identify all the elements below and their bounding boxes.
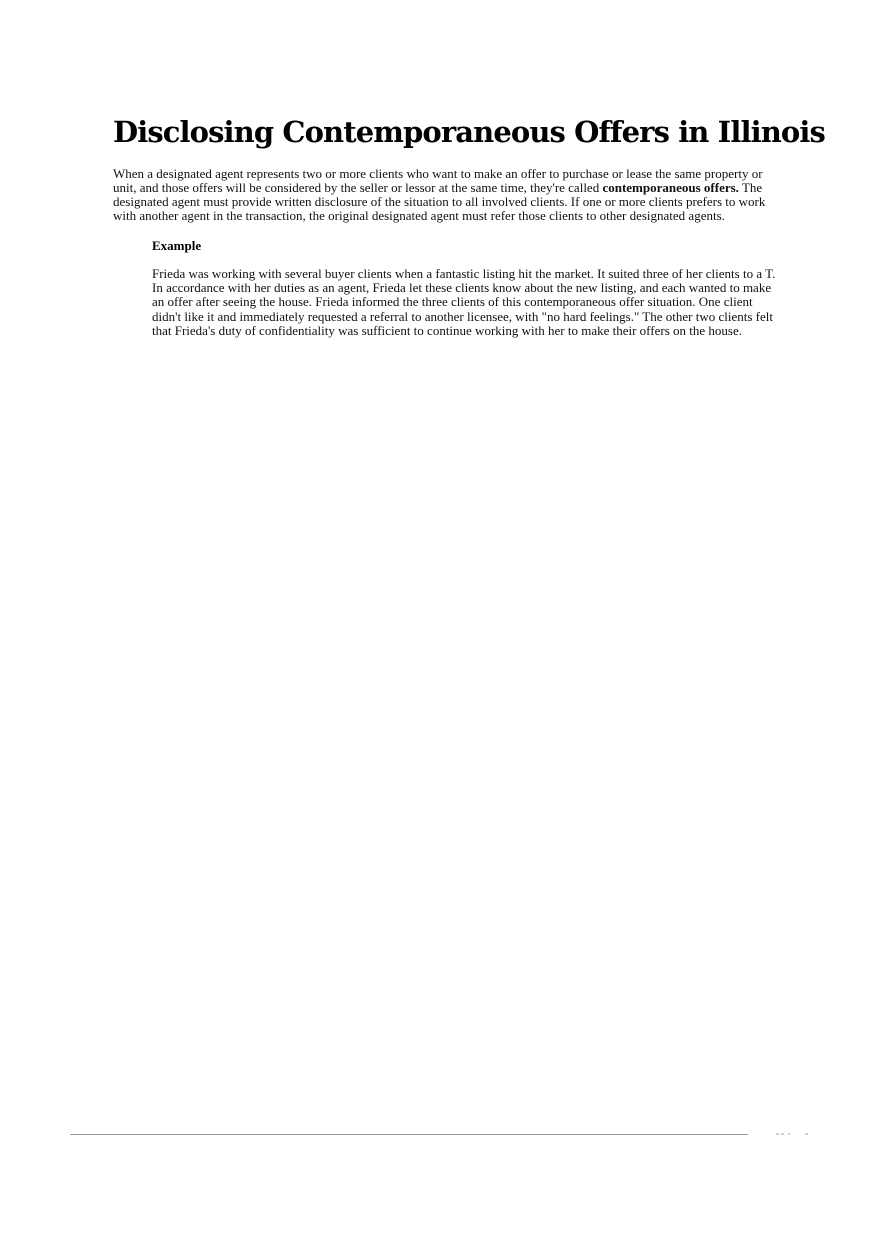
example-heading: Example [152,238,202,253]
footer-page-mark [776,1131,810,1139]
page-title: Disclosing Contemporaneous Offers in Illinois [113,115,825,149]
intro-key-term: contemporaneous offers. [602,180,739,195]
intro-paragraph [113,167,778,223]
example-block [152,238,777,338]
example-body: Frieda was working with several buyer clients when a fantastic listing hit the market. It suited three of her clients to a T. In accordance with her duties as an agent, Frieda let these clients know about the new listing, and each wanted to make an offer after seeing the house. Frieda informed the three clients of this contemporaneous offer situation. One client didn't like it and immediately requested a referral to another licensee, with "no hard feelings." The other two clients felt that Frieda's duty of confidentiality was sufficient to continue working with her to make their offers on the house. [152,266,776,338]
intro-text-end: The designated agent must provide written disclosure of the situation to all involved clients. If one or more clients prefers to work with another agent in the transaction, the original designated agent must refer those clients to other designated agents. [113,180,766,223]
faint-footer-glyphs-icon [776,1131,810,1137]
footer-divider [70,1134,748,1135]
intro-text-start: When a designated agent represents two or more clients who want to make an offer to purchase or lease the same property or unit, and those offers will be considered by the seller or lessor at the same time, they're called [113,166,763,195]
